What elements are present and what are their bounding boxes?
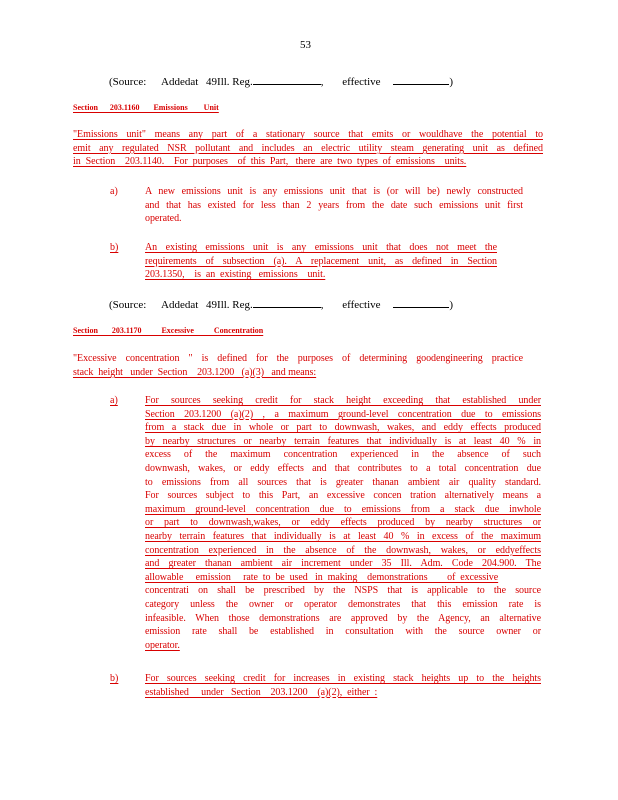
item-a-text: [145, 185, 523, 226]
item-line: concentration experienced in the absence of the downwash, wakes, or eddyeffects: [145, 544, 541, 556]
item-line: operator.: [145, 639, 180, 651]
paragraph-line: in Section 203.1140. For purposes of this Part, there are two types of emissions units.: [73, 156, 467, 168]
item-line: Section 203.1200 (a)(2) , a maximum ground-level concentration due to emissions: [145, 408, 541, 420]
paragraph-line: emit any regulated NSR pollutant and includes an electric utility steam generating unit as defined: [73, 142, 543, 154]
item-line: operated.: [145, 213, 182, 225]
section-1160-paragraph: [73, 128, 543, 169]
added-label: Addedat: [161, 299, 199, 311]
reg-blank: [253, 73, 321, 85]
item-a-text: [145, 394, 541, 652]
paragraph-line: stack height under Section 203.1200 (a)(3) and means:: [73, 366, 317, 378]
item-line: by nearby structures or nearby terrain features that individually is at least 40 % in: [145, 435, 541, 447]
item-a-label: a): [110, 395, 118, 406]
source-label: (Source:: [109, 299, 147, 311]
item-line: from a stack due in whole or part to downwash, wakes, and eddy effects produced: [145, 422, 541, 434]
item-line: emission rate shall be established in consultation with the source owner or: [145, 626, 541, 638]
item-line: excess of the maximum concentration experienced in the absence of such: [145, 449, 541, 461]
paragraph-line: "Emissions unit" means any part of a stationary source that emits or wouldhave the potential to: [73, 129, 543, 140]
effective-blank: [393, 73, 449, 85]
section-1160-heading: Section 203.1160 Emissions Unit: [73, 103, 219, 112]
item-line: nearby terrain features that individually is at least 40 % in excess of the maximum: [145, 530, 541, 542]
item-line: For sources seeking credit for increases in existing stack heights up to the heights: [145, 673, 541, 684]
added-label: Addedat: [161, 76, 199, 88]
item-line: maximum ground-level concentration due to emissions from a stack due inwhole: [145, 503, 541, 515]
item-b-label: b): [110, 242, 119, 253]
source-line-1: [109, 73, 453, 89]
item-line: or part to downwash,wakes, or eddy effects produced by nearby structures or: [145, 517, 541, 529]
page-number: 53: [300, 39, 311, 51]
reg-label: 49Ill. Reg.: [206, 76, 253, 88]
reg-blank: [253, 296, 321, 308]
item-line: For sources subject to this Part, an excessive concen tration alternatively means a: [145, 490, 541, 502]
section-1170-paragraph: [73, 352, 523, 379]
item-line: and that has existed for less than 2 years from the date such emissions unit first: [145, 199, 523, 211]
item-line: and greater thanan ambient air increment under 35 Ill. Adm. Code 204.900. The: [145, 558, 541, 570]
effective-label: effective: [342, 76, 381, 88]
item-line: to emissions from all sources that is greater thanan ambient air quality standard.: [145, 476, 541, 488]
item-b-text: [145, 241, 497, 282]
item-line: concentrati on shall be prescribed by the NSPS that is applicable to the source: [145, 585, 541, 597]
source-line-2: [109, 296, 453, 312]
item-b-label: b): [110, 673, 119, 684]
item-line: allowable emission rate to be used in making demonstrations of excessive: [145, 571, 499, 583]
item-line: An existing emissions unit is any emissions unit that does not meet the: [145, 242, 497, 253]
item-line: downwash, wakes, or eddy effects and that contributes to a total concentration due: [145, 462, 541, 474]
reg-separator: ,: [320, 299, 324, 311]
source-label: (Source:: [109, 76, 147, 88]
reg-separator: ,: [320, 76, 324, 88]
effective-label: effective: [342, 299, 381, 311]
item-line: For sources seeking credit for stack height exceeding that established under: [145, 395, 541, 406]
item-line: 203.1350, is an existing emissions unit.: [145, 269, 326, 281]
close-paren: ): [449, 299, 453, 311]
item-a-label: a): [110, 186, 118, 197]
item-line: established under Section 203.1200 (a)(2), either :: [145, 686, 378, 698]
reg-label: 49Ill. Reg.: [206, 299, 253, 311]
close-paren: ): [449, 76, 453, 88]
item-line: requirements of subsection (a). A replacement unit, as defined in Section: [145, 255, 497, 267]
effective-blank: [393, 296, 449, 308]
item-line: infeasible. When those demonstrations are approved by the Agency, an alternative: [145, 612, 541, 624]
item-b-text: [145, 672, 541, 699]
item-line: A new emissions unit is any emissions unit that is (or will be) newly constructed: [145, 186, 523, 197]
paragraph-line: "Excessive concentration " is defined for the purposes of determining goodengineering practice: [73, 353, 523, 364]
item-line: category unless the owner or operator demonstrates that this emission rate is: [145, 598, 541, 610]
section-1170-heading: Section 203.1170 Excessive Concentration: [73, 326, 264, 335]
